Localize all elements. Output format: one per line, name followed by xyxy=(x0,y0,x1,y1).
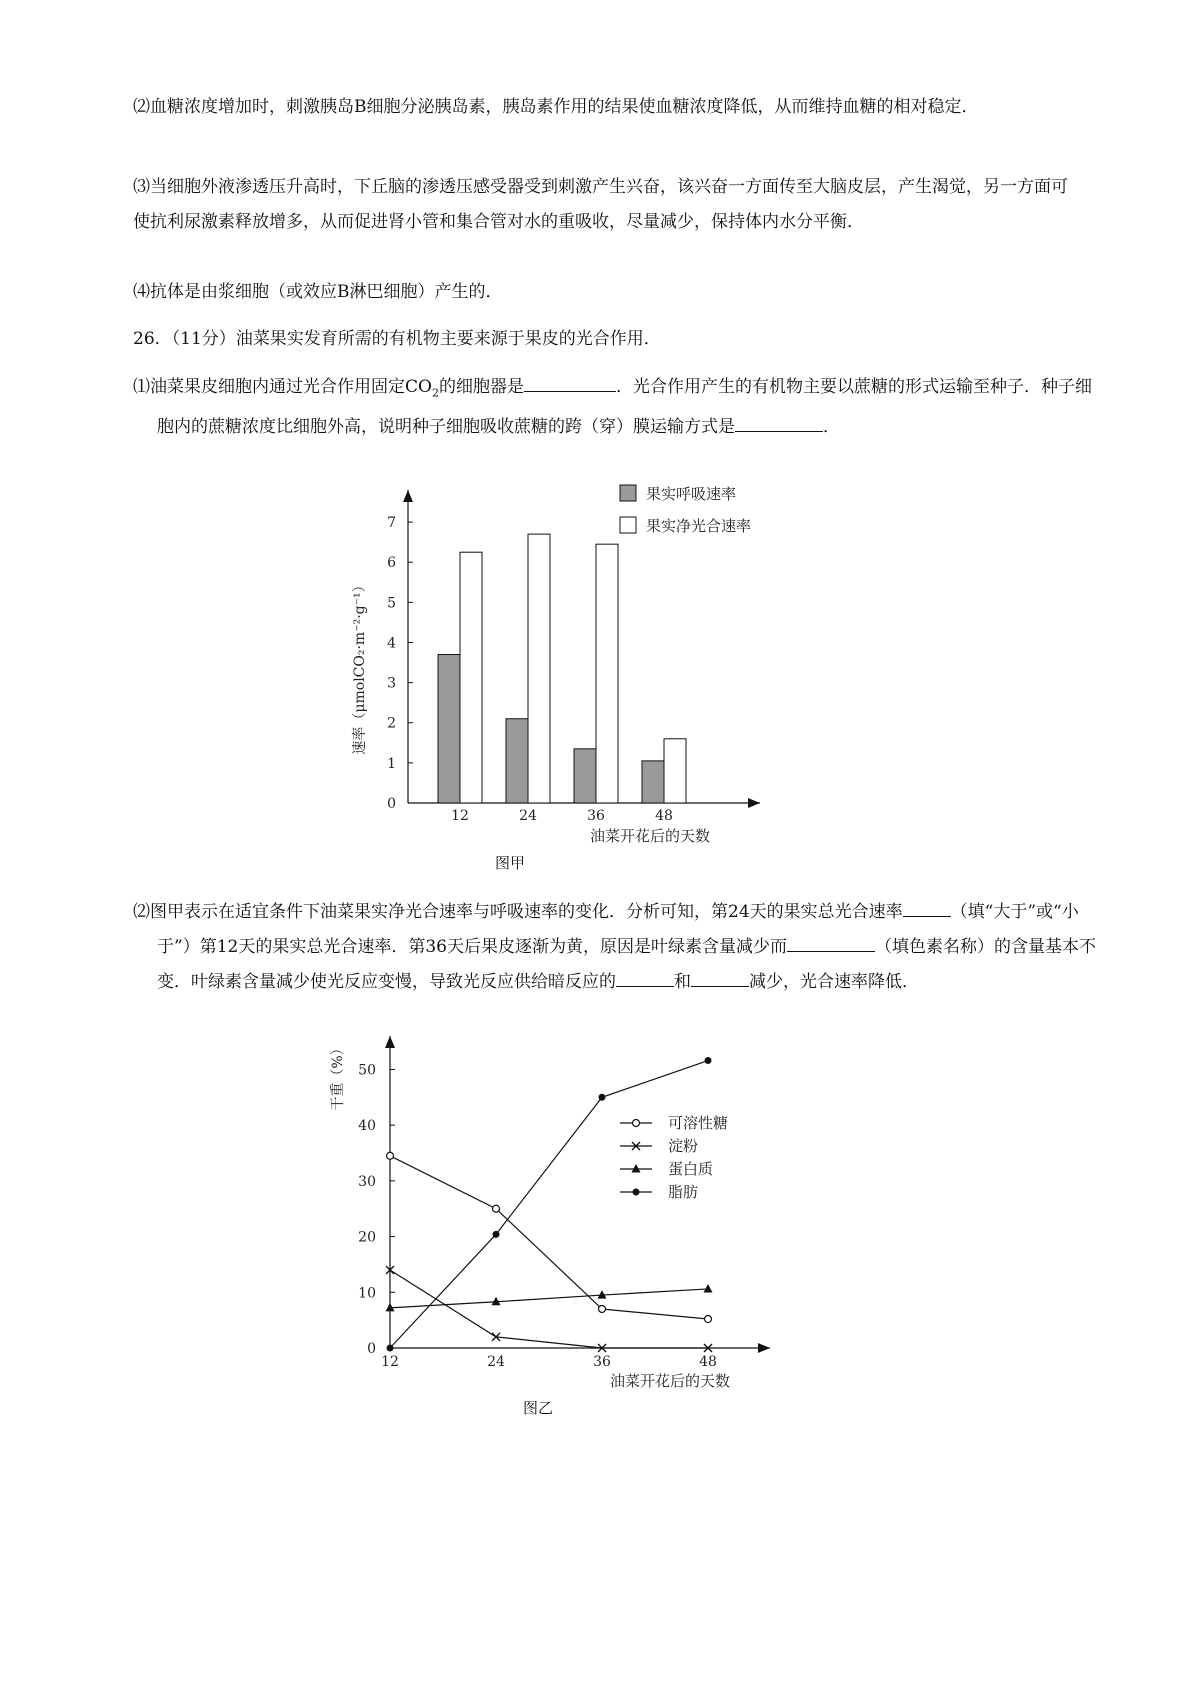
x-tick-label: 48 xyxy=(699,1354,717,1370)
data-point-filled-circle xyxy=(705,1057,712,1064)
y-tick-label: 4 xyxy=(387,635,396,652)
q1-subscript: 2 xyxy=(431,386,439,400)
legend-label: 果实呼吸速率 xyxy=(646,485,737,503)
bar-net-photosynthesis xyxy=(528,534,550,803)
y-axis-title: 干重（%） xyxy=(330,1041,346,1111)
data-point-open-circle xyxy=(599,1306,606,1313)
bar-respiration xyxy=(574,749,596,803)
q2-text-e: 减少，光合速率降低． xyxy=(749,972,919,992)
x-tick-label: 48 xyxy=(655,808,673,824)
x-tick-label: 36 xyxy=(587,808,605,824)
answer-blank-transport[interactable] xyxy=(735,413,823,432)
series-line-open-circle xyxy=(390,1156,708,1319)
y-axis-arrow xyxy=(403,490,413,502)
legend-marker xyxy=(633,1189,640,1196)
y-tick-label: 1 xyxy=(387,755,396,772)
data-point-filled-circle xyxy=(493,1231,500,1238)
x-tick-label: 12 xyxy=(381,1354,399,1370)
figure-jia-bar-chart xyxy=(320,480,800,880)
answer-blank-product-1[interactable] xyxy=(616,968,674,987)
q2-text-a: ⑵图甲表示在适宜条件下油菜果实净光合速率与呼吸速率的变化．分析可知，第24天的果实总光合速率 xyxy=(133,902,903,922)
answer-blank-compare[interactable] xyxy=(903,898,951,917)
bar-respiration xyxy=(642,761,664,803)
x-axis-title: 油菜开花后的天数 xyxy=(590,827,711,845)
data-point-filled-circle xyxy=(387,1345,394,1352)
question-26-part-1 xyxy=(133,370,1097,445)
y-tick-label: 40 xyxy=(358,1118,376,1135)
x-tick-label: 36 xyxy=(593,1354,611,1370)
legend-label: 蛋白质 xyxy=(668,1160,714,1178)
series-line-triangle xyxy=(390,1289,708,1308)
answer-paragraph-3: ⑶当细胞外液渗透压升高时，下丘脑的渗透压感受器受到刺激产生兴奋，该兴奋一方面传至大脑皮层，产生渴觉，另一方面可使抗利尿激素释放增多，从而促进肾小管和集合管对水的重吸收，尽量减少，保持体内水分平衡． xyxy=(133,177,1068,232)
y-tick-label: 6 xyxy=(387,555,396,572)
data-point-triangle xyxy=(704,1284,713,1293)
x-axis-title: 油菜开花后的天数 xyxy=(610,1372,731,1390)
y-axis-title: 速率（μmolCO₂·m⁻²·g⁻¹） xyxy=(352,578,368,755)
answer-paragraph-2: ⑵血糖浓度增加时，刺激胰岛B细胞分泌胰岛素，胰岛素作用的结果使血糖浓度降低，从而维持血糖的相对稳定． xyxy=(133,97,979,117)
data-point-filled-circle xyxy=(599,1094,606,1101)
x-tick-label: 12 xyxy=(451,808,469,824)
q1-text-d: ． xyxy=(823,417,840,438)
y-tick-label: 2 xyxy=(387,715,396,732)
bar-respiration xyxy=(506,719,528,803)
answer-blank-product-2[interactable] xyxy=(691,968,749,987)
x-axis-arrow xyxy=(758,1343,770,1353)
y-tick-label: 10 xyxy=(358,1285,376,1302)
y-tick-label: 50 xyxy=(358,1062,376,1079)
x-tick-label: 24 xyxy=(487,1354,505,1370)
legend-label: 淀粉 xyxy=(668,1137,699,1155)
answer-paragraph-4: ⑷抗体是由浆细胞（或效应B淋巴细胞）产生的． xyxy=(133,282,503,302)
q1-text-c: ．光合作用产生的有机物主要以蔗糖的形式运输至种子．种子细胞内的蔗糖浓度比细胞外高，说明种子细胞吸收蔗糖的跨（穿）膜运输方式是 xyxy=(157,377,1092,438)
q2-text-d: 和 xyxy=(674,972,691,992)
q1-text-a: ⑴油菜果皮细胞内通过光合作用固定CO xyxy=(133,377,432,397)
q2-text-b: （填“大于”或“小于”）第12天的果实总光合速率．第36天后果皮逐渐为黄，原因是叶绿素含量减少而 xyxy=(157,902,1079,957)
y-tick-label: 3 xyxy=(387,675,396,692)
q2-text-c: （填色素名称）的含量基本不变．叶绿素含量减少使光反应变慢，导致光反应供给暗反应的 xyxy=(157,937,1096,992)
data-point-open-circle xyxy=(387,1152,394,1159)
bar-net-photosynthesis xyxy=(664,739,686,803)
y-tick-label: 5 xyxy=(387,595,396,612)
bar-respiration xyxy=(438,655,460,803)
y-tick-label: 0 xyxy=(367,1341,376,1357)
legend-label: 可溶性糖 xyxy=(668,1114,729,1132)
y-tick-label: 0 xyxy=(387,796,396,812)
bar-net-photosynthesis xyxy=(596,544,618,803)
series-line-cross xyxy=(390,1270,708,1348)
legend-swatch xyxy=(620,485,636,501)
answer-blank-organelle[interactable] xyxy=(524,373,616,392)
legend-label: 脂肪 xyxy=(668,1183,699,1201)
bar-net-photosynthesis xyxy=(460,552,482,803)
question-26-title: 26．（11分）油菜果实发育所需的有机物主要来源于果皮的光合作用． xyxy=(133,329,661,349)
legend-marker xyxy=(632,1164,641,1173)
answer-blank-pigment[interactable] xyxy=(787,933,875,952)
figure-yi-caption: 图乙 xyxy=(523,1399,554,1417)
question-26-part-2 xyxy=(133,895,1097,1000)
data-point-open-circle xyxy=(705,1316,712,1323)
legend-marker xyxy=(633,1120,640,1127)
y-axis-arrow xyxy=(385,1036,395,1048)
y-tick-label: 7 xyxy=(387,515,396,532)
legend-label: 果实净光合速率 xyxy=(646,517,752,535)
figure-jia-caption: 图甲 xyxy=(495,854,526,872)
q1-text-b: 的细胞器是 xyxy=(438,377,524,397)
data-point-open-circle xyxy=(493,1205,500,1212)
legend-swatch xyxy=(620,517,636,533)
x-axis-arrow xyxy=(748,798,760,808)
y-tick-label: 30 xyxy=(358,1173,376,1190)
x-tick-label: 24 xyxy=(519,808,537,824)
y-tick-label: 20 xyxy=(358,1229,376,1246)
figure-yi-line-chart xyxy=(320,1028,790,1398)
